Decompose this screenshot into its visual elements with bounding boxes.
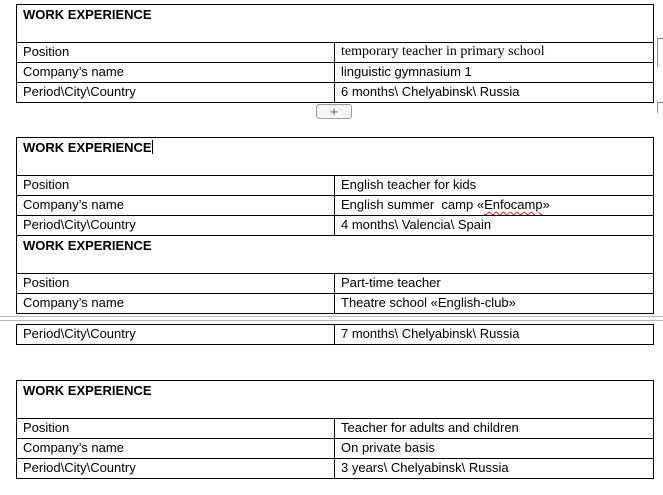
row-value-period[interactable]: 4 months\ Valencia\ Spain (335, 216, 654, 236)
row-label-period[interactable]: Period\City\Country (17, 325, 335, 345)
work-experience-table-1 (16, 4, 654, 103)
row-label-period[interactable]: Period\City\Country (17, 83, 335, 103)
text-cursor (152, 140, 153, 154)
row-value-position[interactable]: Teacher for adults and children (335, 419, 654, 439)
row-value-company[interactable]: On private basis (335, 439, 654, 459)
row-label-position[interactable]: Position (17, 419, 335, 439)
row-label-period[interactable]: Period\City\Country (17, 459, 335, 479)
value-prefix: English summer camp « (341, 197, 485, 212)
work-experience-table-2 (16, 137, 654, 236)
row-label-period[interactable]: Period\City\Country (17, 216, 335, 236)
row-value-period[interactable]: 6 months\ Chelyabinsk\ Russia (335, 83, 654, 103)
row-value-period[interactable]: 3 years\ Chelyabinsk\ Russia (335, 459, 654, 479)
work-experience-table-4 (16, 380, 654, 479)
row-label-position[interactable]: Position (17, 176, 335, 196)
row-value-company[interactable]: linguistic gymnasium 1 (335, 63, 654, 83)
section-heading[interactable]: WORK EXPERIENCE (17, 5, 654, 43)
work-experience-table-3-continued (16, 324, 654, 345)
section-heading[interactable]: WORK EXPERIENCE (17, 381, 654, 419)
row-label-position[interactable]: Position (17, 274, 335, 294)
section-heading[interactable] (17, 138, 654, 176)
row-value-company[interactable]: Theatre school «English-club» (335, 294, 654, 314)
table-resize-mark-bottom[interactable] (657, 102, 663, 113)
insert-row-button[interactable]: + (316, 104, 352, 119)
row-label-company[interactable]: Company’s name (17, 196, 335, 216)
section-heading[interactable]: WORK EXPERIENCE (17, 236, 654, 274)
section-heading-text: WORK EXPERIENCE (23, 140, 152, 155)
row-value-position[interactable]: English teacher for kids (335, 176, 654, 196)
row-value-position[interactable]: temporary teacher in primary school (335, 43, 654, 63)
row-value-position[interactable]: Part-time teacher (335, 274, 654, 294)
row-label-company[interactable]: Company’s name (17, 63, 335, 83)
page-break-line-top (0, 316, 663, 317)
row-label-company[interactable]: Company’s name (17, 294, 335, 314)
spelling-error-word: Enfocamp (484, 197, 543, 212)
row-label-position[interactable]: Position (17, 43, 335, 63)
page-break-line-bottom (0, 320, 663, 321)
row-label-company[interactable]: Company’s name (17, 439, 335, 459)
work-experience-table-3 (16, 236, 654, 314)
table-resize-mark-top[interactable] (657, 38, 663, 67)
value-suffix: » (542, 197, 550, 212)
row-value-period[interactable]: 7 months\ Chelyabinsk\ Russia (335, 325, 654, 345)
row-value-company[interactable] (335, 196, 654, 216)
